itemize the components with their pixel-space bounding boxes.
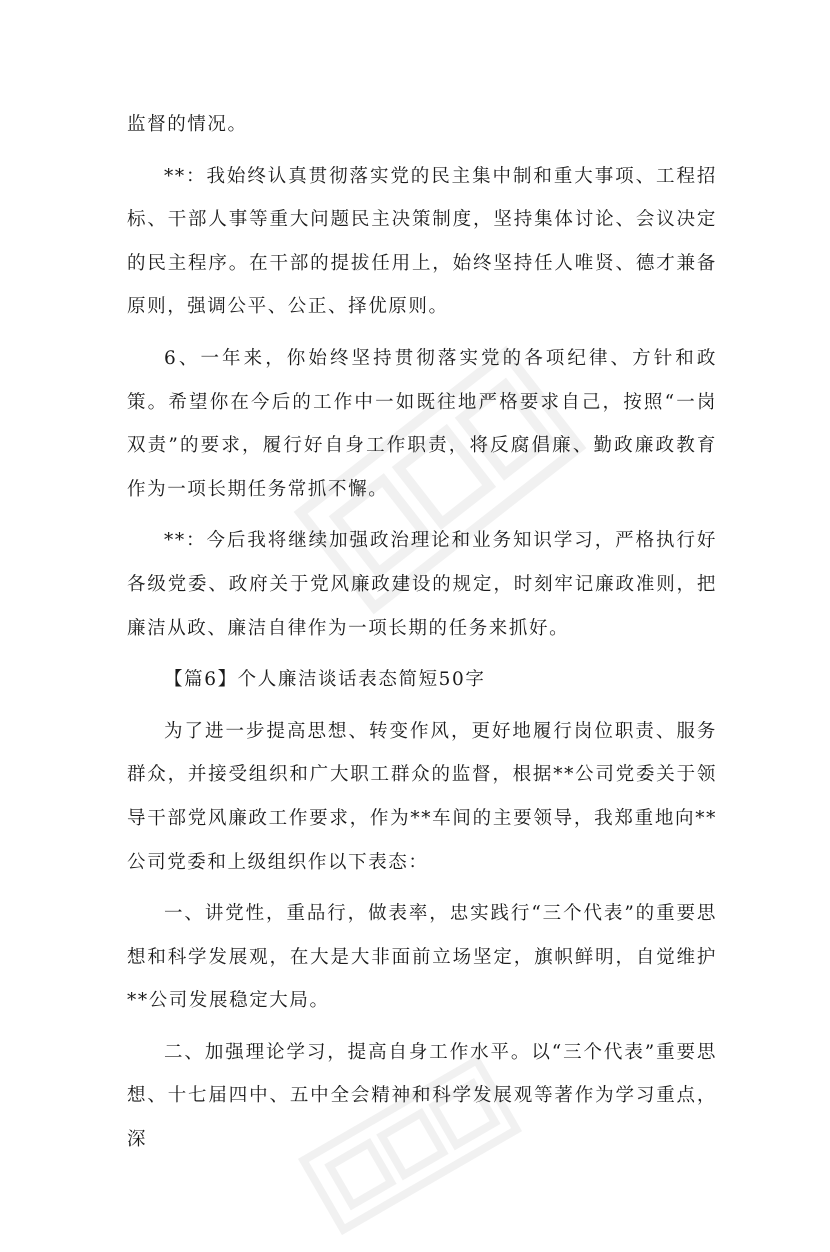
paragraph-4: **：今后我将继续加强政治理论和业务知识学习，严格执行好各级党委、政府关于党风廉政建设的规定，时刻牢记廉政准则，把廉洁从政、廉洁自律作为一项长期的任务来抓好。 [127,530,717,639]
document-body [127,103,717,1162]
paragraph-7: 二、加强理论学习，提高自身工作水平。以“三个代表”重要思想、十七届四中、五中全会精神和科学发展观等著作为学习重点，深 [127,1041,717,1151]
section-heading: 【篇6】个人廉洁谈话表态简短50字 [164,669,486,691]
paragraph-1: 监督的情况。 [127,114,248,135]
paragraph-2: **：我始终认真贯彻落实党的民主集中制和重大事项、工程招标、干部人事等重大问题民主决策制度，坚持集体讨论、会议决定的民主程序。在干部的提拔任用上，始终坚持任人唯贤、德才兼备原则，强调公平、公正、择优原则。 [127,165,717,318]
paragraph-5: 为了进一步提高思想、转变作风，更好地履行岗位职责、服务群众，并接受组织和广大职工群众的监督，根据**公司党委关于领导干部党风廉政工作要求，作为**车间的主要领导，我郑重地向**公司党委和上级组织作以下表态： [127,720,717,873]
paragraph-3: 6、一年来，你始终坚持贯彻落实党的各项纪律、方针和政策。希望你在今后的工作中一如既往地严格要求自己，按照“一岗双责”的要求，履行好自身工作职责，将反腐倡廉、勤政廉政教育作为一项长期任务常抓不懈。 [127,347,717,500]
paragraph-6: 一、讲党性，重品行，做表率，忠实践行“三个代表”的重要思想和科学发展观，在大是大非面前立场坚定，旗帜鲜明，自觉维护**公司发展稳定大局。 [127,903,717,1012]
